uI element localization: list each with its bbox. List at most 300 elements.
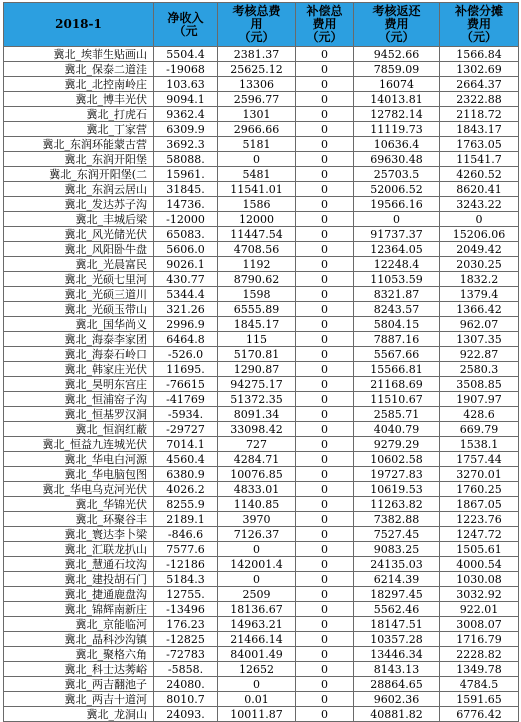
assess-return-cell: 12364.05 [354, 242, 440, 257]
net-income-cell: 2189.1 [154, 512, 218, 527]
comp-total-cell: 0 [296, 242, 354, 257]
comp-share-cell: 4784.5 [440, 677, 519, 692]
net-income-cell: -72783 [154, 647, 218, 662]
table-row [4, 707, 519, 722]
assess-return-cell: 21168.69 [354, 377, 440, 392]
comp-total-cell: 0 [296, 167, 354, 182]
table-row [4, 452, 519, 467]
comp-total-cell: 0 [296, 332, 354, 347]
table-row [4, 362, 519, 377]
net-income-cell: 65083. [154, 227, 218, 242]
assess-total-cell: 3970 [218, 512, 296, 527]
comp-share-cell: 1030.08 [440, 572, 519, 587]
station-name-cell: 冀北_东润环能蒙古营 [4, 137, 154, 152]
net-income-cell: 6309.9 [154, 122, 218, 137]
table-row [4, 62, 519, 77]
table-row [4, 227, 519, 242]
assess-return-cell: 0 [354, 212, 440, 227]
assess-total-cell: 1301 [218, 107, 296, 122]
assess-total-cell: 5181 [218, 137, 296, 152]
comp-share-cell: 922.87 [440, 347, 519, 362]
table-row [4, 677, 519, 692]
comp-share-cell: 0 [440, 212, 519, 227]
comp-share-cell: 1247.72 [440, 527, 519, 542]
station-name-cell: 冀北_京能临河 [4, 617, 154, 632]
table-row [4, 527, 519, 542]
comp-share-cell: 2228.82 [440, 647, 519, 662]
table-row [4, 302, 519, 317]
comp-share-cell: 4260.52 [440, 167, 519, 182]
comp-share-cell: 8620.41 [440, 182, 519, 197]
table-row [4, 47, 519, 62]
station-name-cell: 冀北_两吉翻池子 [4, 677, 154, 692]
station-name-cell: 冀北_韩家庄光伏 [4, 362, 154, 377]
comp-total-cell: 0 [296, 62, 354, 77]
comp-total-cell: 0 [296, 632, 354, 647]
assess-total-cell: 1586 [218, 197, 296, 212]
assess-total-cell: 0.01 [218, 692, 296, 707]
assess-total-cell: 0 [218, 572, 296, 587]
comp-share-cell: 922.01 [440, 602, 519, 617]
assess-total-cell: 25625.12 [218, 62, 296, 77]
net-income-cell: 7014.1 [154, 437, 218, 452]
net-income-cell: 24080. [154, 677, 218, 692]
table-row [4, 332, 519, 347]
station-name-cell: 冀北_打虎石 [4, 107, 154, 122]
comp-total-cell: 0 [296, 257, 354, 272]
table-row [4, 542, 519, 557]
comp-total-cell: 0 [296, 392, 354, 407]
net-income-cell: -526.0 [154, 347, 218, 362]
assess-return-cell: 2585.71 [354, 407, 440, 422]
net-income-cell: -29727 [154, 422, 218, 437]
station-name-cell: 冀北_汇联龙扒山 [4, 542, 154, 557]
station-name-cell: 冀北_华电白河源 [4, 452, 154, 467]
assess-total-cell: 4708.56 [218, 242, 296, 257]
assess-total-cell: 6555.89 [218, 302, 296, 317]
assess-total-cell: 12000 [218, 212, 296, 227]
net-income-cell: 24093. [154, 707, 218, 722]
assess-return-cell: 8143.13 [354, 662, 440, 677]
comp-total-cell: 0 [296, 122, 354, 137]
assess-total-cell: 1192 [218, 257, 296, 272]
net-income-cell: 31845. [154, 182, 218, 197]
station-name-cell: 冀北_光硕玉带山 [4, 302, 154, 317]
net-income-cell: 11695. [154, 362, 218, 377]
assess-total-cell: 10011.87 [218, 707, 296, 722]
comp-share-cell: 3508.85 [440, 377, 519, 392]
net-income-cell: 15961. [154, 167, 218, 182]
header-assess-return: 考核返还 费用 （元） [354, 3, 440, 47]
comp-total-cell: 0 [296, 152, 354, 167]
assess-return-cell: 7887.16 [354, 332, 440, 347]
station-name-cell: 冀北_捷通鹿盘沟 [4, 587, 154, 602]
comp-share-cell: 3270.01 [440, 467, 519, 482]
assess-total-cell: 0 [218, 152, 296, 167]
net-income-cell: 8010.7 [154, 692, 218, 707]
station-name-cell: 冀北_恒益九连城光伏 [4, 437, 154, 452]
station-name-cell: 冀北_丁家营 [4, 122, 154, 137]
assess-return-cell: 5804.15 [354, 317, 440, 332]
station-name-cell: 冀北_龙洞山 [4, 707, 154, 722]
header-row [4, 3, 519, 47]
net-income-cell: 8255.9 [154, 497, 218, 512]
comp-total-cell: 0 [296, 467, 354, 482]
comp-total-cell: 0 [296, 692, 354, 707]
table-row [4, 692, 519, 707]
data-sheet [3, 2, 518, 722]
net-income-cell: 9026.1 [154, 257, 218, 272]
header-comp-total: 补偿总 费用 （元） [296, 3, 354, 47]
assess-total-cell: 5481 [218, 167, 296, 182]
assess-return-cell: 11053.59 [354, 272, 440, 287]
station-name-cell: 冀北_风光储光伏 [4, 227, 154, 242]
assess-total-cell: 1140.85 [218, 497, 296, 512]
table-row [4, 512, 519, 527]
assess-return-cell: 13446.34 [354, 647, 440, 662]
station-name-cell: 冀北_东润开阳堡(二 [4, 167, 154, 182]
comp-total-cell: 0 [296, 77, 354, 92]
comp-share-cell: 1591.65 [440, 692, 519, 707]
comp-share-cell: 2322.88 [440, 92, 519, 107]
assess-return-cell: 28864.65 [354, 677, 440, 692]
table-row [4, 347, 519, 362]
table-row [4, 92, 519, 107]
net-income-cell: 3692.3 [154, 137, 218, 152]
net-income-cell: 5504.4 [154, 47, 218, 62]
header-comp-share: 补偿分摊 费用 （元） [440, 3, 519, 47]
table-row [4, 107, 519, 122]
net-income-cell: -41769 [154, 392, 218, 407]
station-name-cell: 冀北_东润云居山 [4, 182, 154, 197]
table-body [4, 47, 519, 722]
net-income-cell: 5184.3 [154, 572, 218, 587]
comp-share-cell: 962.07 [440, 317, 519, 332]
comp-total-cell: 0 [296, 662, 354, 677]
assess-total-cell: 1598 [218, 287, 296, 302]
assess-return-cell: 12248.4 [354, 257, 440, 272]
assess-total-cell: 0 [218, 677, 296, 692]
assess-return-cell: 15566.81 [354, 362, 440, 377]
comp-total-cell: 0 [296, 422, 354, 437]
net-income-cell: 6380.9 [154, 467, 218, 482]
assess-return-cell: 9452.66 [354, 47, 440, 62]
comp-total-cell: 0 [296, 272, 354, 287]
table-row [4, 377, 519, 392]
station-name-cell: 冀北_光晨富民 [4, 257, 154, 272]
assess-total-cell: 84001.49 [218, 647, 296, 662]
net-income-cell: 5344.4 [154, 287, 218, 302]
table-row [4, 137, 519, 152]
comp-total-cell: 0 [296, 647, 354, 662]
comp-total-cell: 0 [296, 572, 354, 587]
comp-share-cell: 1716.79 [440, 632, 519, 647]
comp-total-cell: 0 [296, 197, 354, 212]
net-income-cell: 9362.4 [154, 107, 218, 122]
comp-total-cell: 0 [296, 317, 354, 332]
assess-return-cell: 24135.03 [354, 557, 440, 572]
station-name-cell: 冀北_华锦光伏 [4, 497, 154, 512]
table-row [4, 572, 519, 587]
station-name-cell: 冀北_恒润红蔽 [4, 422, 154, 437]
table-row [4, 77, 519, 92]
comp-share-cell: 1843.17 [440, 122, 519, 137]
net-income-cell: -13496 [154, 602, 218, 617]
net-income-cell: -12000 [154, 212, 218, 227]
net-income-cell: -12186 [154, 557, 218, 572]
assess-return-cell: 10602.58 [354, 452, 440, 467]
assess-total-cell: 7126.37 [218, 527, 296, 542]
comp-total-cell: 0 [296, 557, 354, 572]
net-income-cell: 103.63 [154, 77, 218, 92]
assess-total-cell: 8790.62 [218, 272, 296, 287]
assess-return-cell: 16074 [354, 77, 440, 92]
assess-return-cell: 18147.51 [354, 617, 440, 632]
assess-return-cell: 12782.14 [354, 107, 440, 122]
station-name-cell: 冀北_慧通石坟沟 [4, 557, 154, 572]
assess-total-cell: 94275.17 [218, 377, 296, 392]
station-name-cell: 冀北_华电乌克河光伏 [4, 482, 154, 497]
table-row [4, 587, 519, 602]
assess-total-cell: 5170.81 [218, 347, 296, 362]
comp-total-cell: 0 [296, 362, 354, 377]
station-name-cell: 冀北_埃菲生贴画山 [4, 47, 154, 62]
table-row [4, 602, 519, 617]
comp-share-cell: 6776.42 [440, 707, 519, 722]
assess-return-cell: 9083.25 [354, 542, 440, 557]
assess-return-cell: 7527.45 [354, 527, 440, 542]
comp-total-cell: 0 [296, 377, 354, 392]
table-row [4, 482, 519, 497]
table-row [4, 632, 519, 647]
net-income-cell: 321.26 [154, 302, 218, 317]
assess-return-cell: 14013.81 [354, 92, 440, 107]
station-name-cell: 冀北_昊明东宫庄 [4, 377, 154, 392]
comp-total-cell: 0 [296, 227, 354, 242]
assess-return-cell: 7382.88 [354, 512, 440, 527]
assess-total-cell: 11541.01 [218, 182, 296, 197]
table-row [4, 392, 519, 407]
station-name-cell: 冀北_华电脑包图 [4, 467, 154, 482]
comp-share-cell: 428.6 [440, 407, 519, 422]
station-name-cell: 冀北_科士达莠峪 [4, 662, 154, 677]
station-name-cell: 冀北_丰城后梁 [4, 212, 154, 227]
comp-share-cell: 1832.2 [440, 272, 519, 287]
assess-total-cell: 1290.87 [218, 362, 296, 377]
assess-return-cell: 18297.45 [354, 587, 440, 602]
table-row [4, 122, 519, 137]
assess-return-cell: 9279.29 [354, 437, 440, 452]
comp-total-cell: 0 [296, 182, 354, 197]
assess-total-cell: 2596.77 [218, 92, 296, 107]
assess-return-cell: 10619.53 [354, 482, 440, 497]
assess-return-cell: 11510.67 [354, 392, 440, 407]
table-row [4, 272, 519, 287]
assess-total-cell: 13306 [218, 77, 296, 92]
station-name-cell: 冀北_两吉十道河 [4, 692, 154, 707]
comp-total-cell: 0 [296, 602, 354, 617]
assess-return-cell: 7859.09 [354, 62, 440, 77]
comp-total-cell: 0 [296, 212, 354, 227]
assess-total-cell: 1845.17 [218, 317, 296, 332]
comp-share-cell: 1907.97 [440, 392, 519, 407]
station-name-cell: 冀北_环聚谷丰 [4, 512, 154, 527]
comp-share-cell: 1307.35 [440, 332, 519, 347]
assess-total-cell: 115 [218, 332, 296, 347]
assess-return-cell: 11119.73 [354, 122, 440, 137]
comp-total-cell: 0 [296, 677, 354, 692]
assess-return-cell: 5562.46 [354, 602, 440, 617]
comp-share-cell: 1867.05 [440, 497, 519, 512]
station-name-cell: 冀北_恒浦窑子沟 [4, 392, 154, 407]
assess-total-cell: 11447.54 [218, 227, 296, 242]
table-row [4, 467, 519, 482]
net-income-cell: -76615 [154, 377, 218, 392]
table-row [4, 557, 519, 572]
assess-total-cell: 0 [218, 542, 296, 557]
comp-share-cell: 1763.05 [440, 137, 519, 152]
assess-return-cell: 19566.16 [354, 197, 440, 212]
table-row [4, 287, 519, 302]
comp-share-cell: 669.79 [440, 422, 519, 437]
net-income-cell: -846.6 [154, 527, 218, 542]
comp-share-cell: 11541.7 [440, 152, 519, 167]
assess-total-cell: 2509 [218, 587, 296, 602]
assess-return-cell: 69630.48 [354, 152, 440, 167]
table-row [4, 407, 519, 422]
comp-share-cell: 2664.37 [440, 77, 519, 92]
comp-total-cell: 0 [296, 347, 354, 362]
table-row [4, 662, 519, 677]
net-income-cell: -5934. [154, 407, 218, 422]
comp-share-cell: 2030.25 [440, 257, 519, 272]
assess-total-cell: 4833.01 [218, 482, 296, 497]
comp-total-cell: 0 [296, 512, 354, 527]
assess-return-cell: 11263.82 [354, 497, 440, 512]
comp-total-cell: 0 [296, 407, 354, 422]
net-income-cell: 5606.0 [154, 242, 218, 257]
assess-total-cell: 2966.66 [218, 122, 296, 137]
net-income-cell: 176.23 [154, 617, 218, 632]
station-name-cell: 冀北_博丰光伏 [4, 92, 154, 107]
assess-return-cell: 5567.66 [354, 347, 440, 362]
net-income-cell: 12755. [154, 587, 218, 602]
comp-share-cell: 3032.92 [440, 587, 519, 602]
net-income-cell: -12825 [154, 632, 218, 647]
table-row [4, 242, 519, 257]
station-name-cell: 冀北_风阳卧牛盘 [4, 242, 154, 257]
assess-return-cell: 10357.28 [354, 632, 440, 647]
table-row [4, 152, 519, 167]
station-name-cell: 冀北_保泰二道洼 [4, 62, 154, 77]
comp-total-cell: 0 [296, 527, 354, 542]
comp-total-cell: 0 [296, 287, 354, 302]
table-row [4, 647, 519, 662]
comp-share-cell: 1379.4 [440, 287, 519, 302]
station-name-cell: 冀北_东润开阳堡 [4, 152, 154, 167]
comp-share-cell: 1366.42 [440, 302, 519, 317]
table-row [4, 182, 519, 197]
net-income-cell: 14736. [154, 197, 218, 212]
comp-share-cell: 1349.78 [440, 662, 519, 677]
net-income-cell: 4026.2 [154, 482, 218, 497]
table-row [4, 497, 519, 512]
station-name-cell: 冀北_恒基罗汉洞 [4, 407, 154, 422]
comp-share-cell: 2118.72 [440, 107, 519, 122]
table-row [4, 167, 519, 182]
station-name-cell: 冀北_寰达李卜梁 [4, 527, 154, 542]
assess-return-cell: 91737.37 [354, 227, 440, 242]
comp-total-cell: 0 [296, 482, 354, 497]
table-row [4, 617, 519, 632]
comp-share-cell: 2049.42 [440, 242, 519, 257]
station-name-cell: 冀北_海泰李家团 [4, 332, 154, 347]
assess-total-cell: 2381.37 [218, 47, 296, 62]
header-period: 2018-1 [4, 3, 154, 47]
table-row [4, 257, 519, 272]
assess-return-cell: 52006.52 [354, 182, 440, 197]
comp-share-cell: 15206.06 [440, 227, 519, 242]
comp-share-cell: 1760.25 [440, 482, 519, 497]
comp-total-cell: 0 [296, 497, 354, 512]
assess-total-cell: 4284.71 [218, 452, 296, 467]
net-income-cell: 9094.1 [154, 92, 218, 107]
assess-total-cell: 21466.14 [218, 632, 296, 647]
comp-share-cell: 1757.44 [440, 452, 519, 467]
station-name-cell: 冀北_建投胡石门 [4, 572, 154, 587]
comp-share-cell: 1538.1 [440, 437, 519, 452]
station-name-cell: 冀北_发达苏子沟 [4, 197, 154, 212]
station-name-cell: 冀北_聚格六角 [4, 647, 154, 662]
comp-total-cell: 0 [296, 542, 354, 557]
table-row [4, 212, 519, 227]
header-net-income: 净收入 （元 [154, 3, 218, 47]
station-name-cell: 冀北_国华尚义 [4, 317, 154, 332]
assess-return-cell: 25703.5 [354, 167, 440, 182]
comp-total-cell: 0 [296, 587, 354, 602]
station-name-cell: 冀北_北控南岭庄 [4, 77, 154, 92]
assess-total-cell: 18136.67 [218, 602, 296, 617]
station-name-cell: 冀北_光硕七里河 [4, 272, 154, 287]
assess-total-cell: 33098.42 [218, 422, 296, 437]
comp-share-cell: 3008.07 [440, 617, 519, 632]
station-name-cell: 冀北_光硕三道川 [4, 287, 154, 302]
station-name-cell: 冀北_海泰石岭口 [4, 347, 154, 362]
comp-total-cell: 0 [296, 107, 354, 122]
net-income-cell: 6464.8 [154, 332, 218, 347]
assess-total-cell: 51372.35 [218, 392, 296, 407]
comp-share-cell: 1302.69 [440, 62, 519, 77]
assess-total-cell: 727 [218, 437, 296, 452]
comp-share-cell: 1566.84 [440, 47, 519, 62]
net-income-cell: 58088. [154, 152, 218, 167]
assess-return-cell: 8321.87 [354, 287, 440, 302]
assess-return-cell: 6214.39 [354, 572, 440, 587]
comp-share-cell: 4000.54 [440, 557, 519, 572]
comp-share-cell: 2580.3 [440, 362, 519, 377]
comp-share-cell: 3243.22 [440, 197, 519, 212]
assess-return-cell: 10636.4 [354, 137, 440, 152]
assess-return-cell: 9602.36 [354, 692, 440, 707]
net-income-cell: -5858. [154, 662, 218, 677]
net-income-cell: 2996.9 [154, 317, 218, 332]
assess-total-cell: 142001.4 [218, 557, 296, 572]
assess-return-cell: 19727.83 [354, 467, 440, 482]
station-name-cell: 冀北_锦辉南新庄 [4, 602, 154, 617]
net-income-cell: 430.77 [154, 272, 218, 287]
assess-return-cell: 40881.82 [354, 707, 440, 722]
table-row [4, 437, 519, 452]
